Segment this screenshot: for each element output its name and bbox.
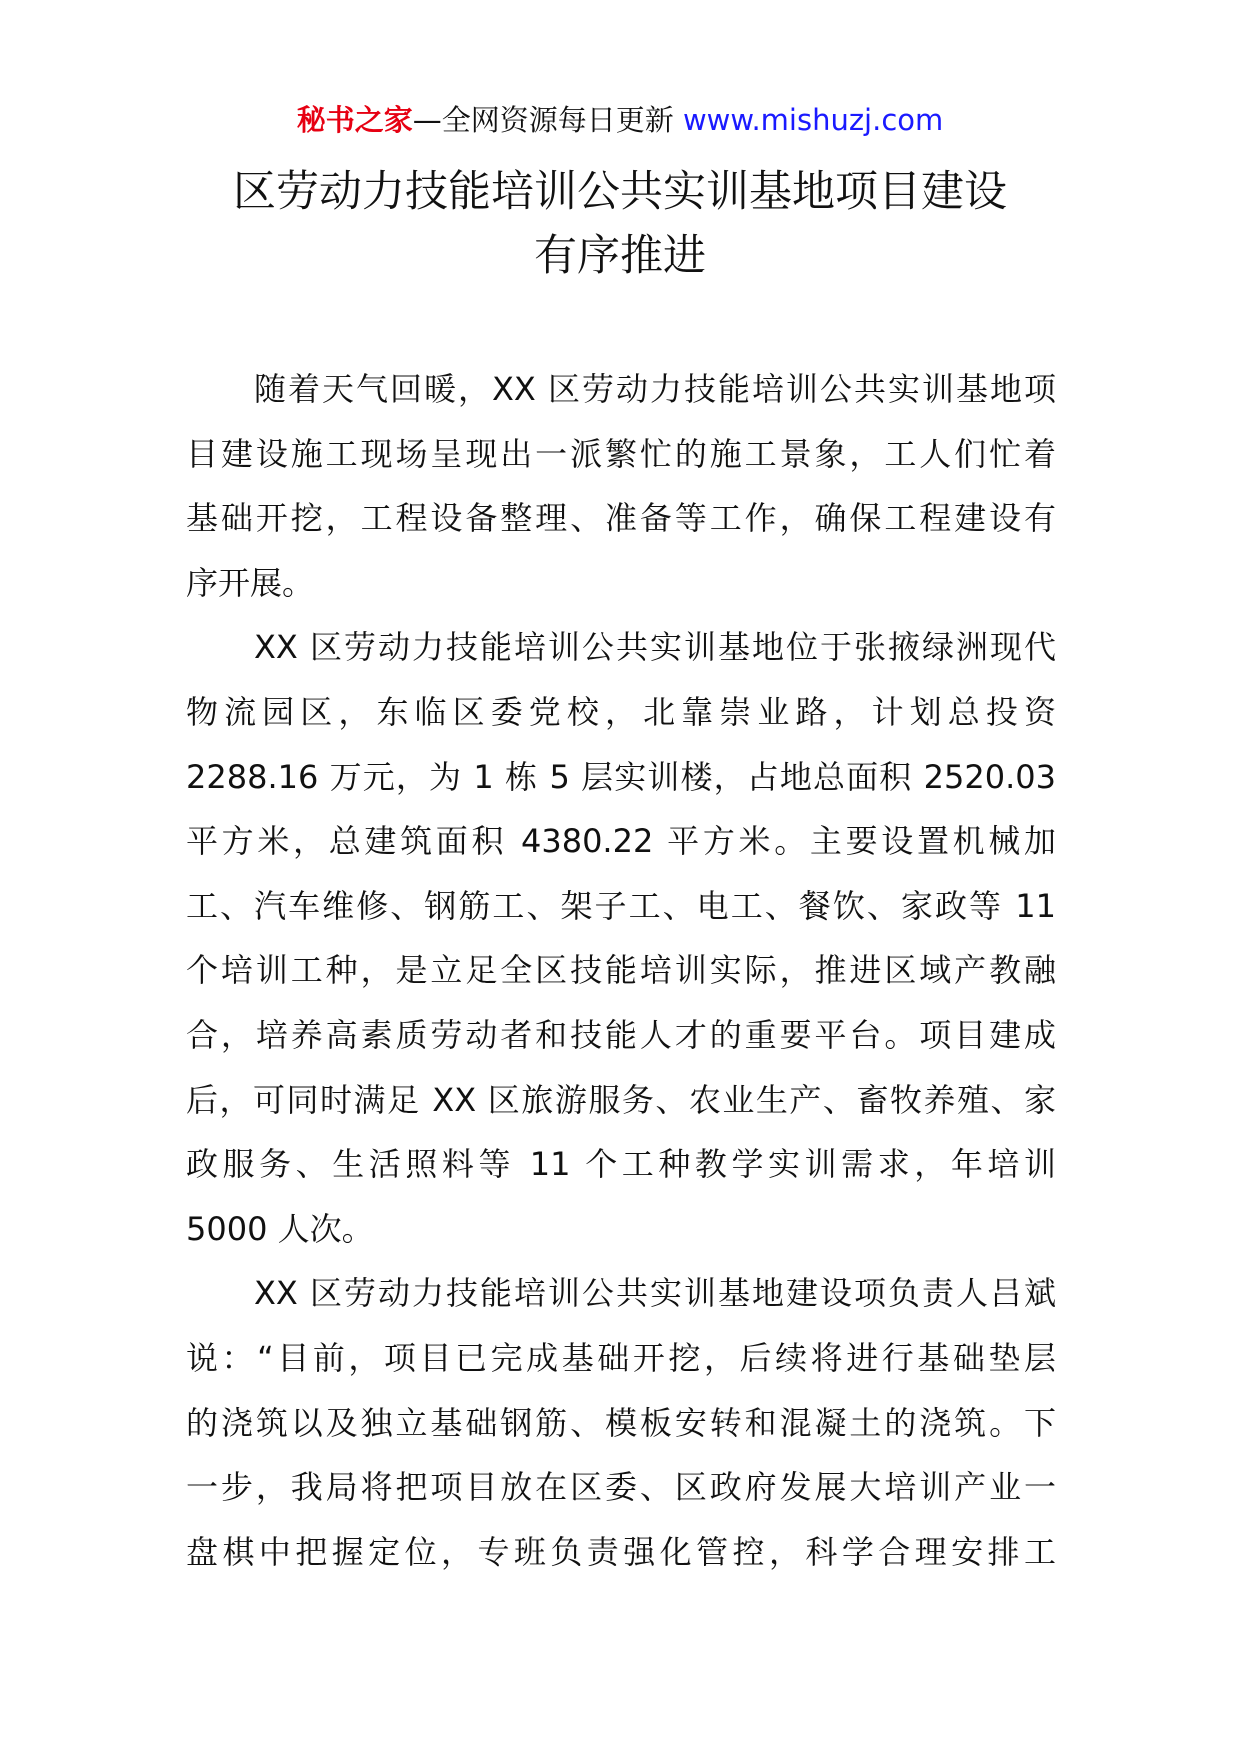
body-line: 的浇筑以及独立基础钢筋、模板安转和混凝土的浇筑。下	[186, 1403, 1056, 1442]
body-line: 平方米，总建筑面积 4380.22 平方米。主要设置机械加	[186, 822, 1056, 861]
body-line: XX 区劳动力技能培训公共实训基地位于张掖绿洲现代	[254, 628, 1056, 667]
body-line: 个培训工种，是立足全区技能培训实际，推进区域产教融	[186, 951, 1056, 990]
body-line: 基础开挖，工程设备整理、准备等工作，确保工程建设有	[186, 499, 1056, 538]
body-line: 盘棋中把握定位，专班负责强化管控，科学合理安排工	[186, 1532, 1056, 1571]
body-line: 随着天气回暖，XX 区劳动力技能培训公共实训基地项	[254, 370, 1056, 408]
site-url-link[interactable]: www.mishuzj.com	[682, 103, 944, 137]
brand-name: 秘书之家	[296, 103, 413, 137]
body-line: 一步，我局将把项目放在区委、区政府发展大培训产业一	[186, 1468, 1056, 1507]
body-line: 2288.16 万元，为 1 栋 5 层实训楼，占地总面积 2520.03	[186, 757, 1056, 796]
body-line: 序开展。	[186, 563, 315, 602]
body-line: 物流园区，东临区委党校，北靠崇业路，计划总投资	[186, 692, 1056, 731]
body-line: 说：“目前，项目已完成基础开挖，后续将进行基础垫层	[186, 1338, 1056, 1377]
document-body	[186, 357, 1056, 1584]
body-line: 5000 人次。	[186, 1209, 374, 1248]
site-header	[0, 100, 1240, 140]
title-line: 有序推进	[534, 231, 706, 281]
body-line: XX 区劳动力技能培训公共实训基地建设项负责人吕斌	[254, 1274, 1056, 1313]
title-line: 区劳动力技能培训公共实训基地项目建设	[233, 167, 1007, 217]
body-line: 目建设施工现场呈现出一派繁忙的施工景象，工人们忙着	[186, 434, 1056, 473]
body-line: 后，可同时满足 XX 区旅游服务、农业生产、畜牧养殖、家	[186, 1080, 1056, 1119]
body-line: 合，培养高素质劳动者和技能人才的重要平台。项目建成	[186, 1015, 1056, 1054]
body-line: 工、汽车维修、钢筋工、架子工、电工、餐饮、家政等 11	[186, 886, 1056, 925]
header-slogan: —全网资源每日更新	[412, 103, 683, 137]
body-line: 政服务、生活照料等 11 个工种教学实训需求，年培训	[186, 1145, 1056, 1184]
document-title	[160, 160, 1080, 288]
